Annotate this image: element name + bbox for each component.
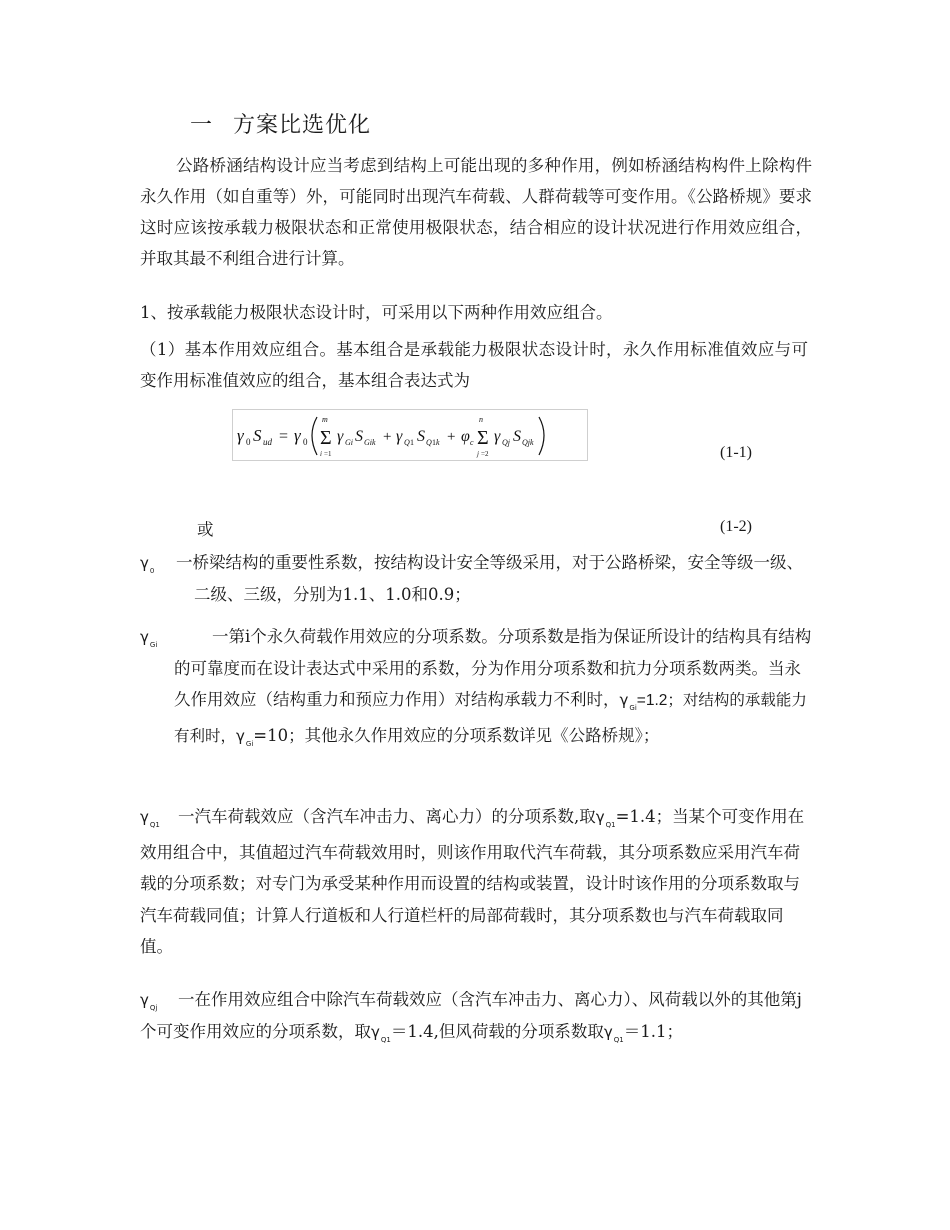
item-1-1: （1）基本作用效应组合。基本组合是承载能力极限状态设计时，永久作用标准值效应与可变作用标准值效应的组合，基本组合表达式为 (140, 340, 808, 390)
definition-text: 一桥梁结构的重要性系数，按结构设计安全等级采用，对于公路桥梁，安全等级一级、二级、三级，分别为1.1、1.0和0.9； (176, 553, 803, 604)
svg-text:γ: γ (396, 428, 403, 445)
svg-text:ud: ud (263, 437, 272, 447)
svg-text:Q: Q (426, 438, 432, 447)
svg-text:S: S (417, 428, 425, 445)
svg-text:S: S (513, 428, 521, 445)
definition-text: 一汽车荷载效应（含汽车冲击力、离心力）的分项系数,取$\gamma_{Q1}=1.4$；当某个可变作用在效用组合中，其值超过汽车荷载效用时，则该作用取代汽车荷载，其分项系数应采用汽车荷载的分项系数；对专门为承受某种作用而设置的结构或装置，设计时该作用的分项系数取与汽车荷载同值；计算人行道板和人行道栏杆的局部荷载时，其分项系数也与汽车荷载取同值。 (140, 807, 805, 956)
svg-text:=1: =1 (324, 450, 332, 458)
svg-text:φ: φ (461, 428, 470, 445)
svg-text:m: m (322, 415, 328, 424)
svg-text:Σ: Σ (477, 427, 489, 449)
definition-gamma-gi: $\gamma_{Gi}$ 一第i个永久荷载作用效应的分项系数。分项系数是指为保证所设计的结构具有结构的可靠度而在设计表达式中采用的系数，分为作用分项系数和抗力分项系数两类。当永久作用效应（结构重力和预应力作用）对结构承载力不利时，$\gamma_{Gi}=1.2$；对结构的承载能力有利时，$\gamma_{Gi}=10$；其他永久作用效应的分项系数详见《公路桥规》； (140, 621, 812, 755)
definition-symbol: $\gamma_0$ (140, 554, 155, 575)
svg-text:S: S (355, 428, 363, 445)
svg-text:γ: γ (294, 426, 301, 445)
section-heading (190, 108, 371, 139)
equation-1-formula (232, 409, 588, 461)
svg-text:S: S (253, 426, 262, 445)
svg-text:γ: γ (494, 428, 501, 445)
svg-text:=: = (279, 428, 289, 445)
definition-gamma-0 (140, 547, 812, 610)
section-title: 方案比选优化 (233, 113, 372, 138)
svg-text:1: 1 (432, 438, 436, 447)
svg-text:Q: Q (404, 438, 410, 447)
svg-text:Gi: Gi (345, 438, 353, 447)
equation-1-label: (1-1) (720, 444, 752, 461)
svg-text:=2: =2 (481, 450, 489, 458)
intro-paragraph: 公路桥涵结构设计应当考虑到结构上可能出现的多种作用，例如桥涵结构构件上除构件永久作用（如自重等）外，可能同时出现汽车荷载、人群荷载等可变作用。《公路桥规》要求这时应该按承载力极限状态和正常使用极限状态，结合相应的设计状况进行作用效应组合，并取其最不利组合进行计算。 (140, 156, 812, 268)
svg-text:+: + (447, 429, 456, 445)
section-number: 一 (190, 113, 214, 138)
svg-text:i: i (320, 450, 322, 458)
svg-text:Qj: Qj (502, 438, 510, 447)
definition-text: 一在作用效应组合中除汽车荷载效应（含汽车冲击力、离心力）、风荷载以外的其他第j个可变作用效应的分项系数，取$\gamma_{Q1}=1.4$,但风荷载的分项系数取$\gamma_{Q1}=1.1$； (140, 990, 802, 1044)
equation-2-or: 或 (197, 520, 214, 539)
svg-text:j: j (477, 450, 479, 458)
svg-text:n: n (479, 415, 483, 424)
svg-text:Σ: Σ (320, 427, 332, 449)
svg-text:Qjk: Qjk (522, 438, 534, 447)
svg-text:γ: γ (237, 426, 244, 445)
svg-text:0: 0 (246, 437, 251, 447)
definition-gamma-qj: $\gamma_{Qj}$ 一在作用效应组合中除汽车荷载效应（含汽车冲击力、离心力）、风荷载以外的其他第j个可变作用效应的分项系数，取$\gamma_{Q1}=1.4$,但风荷载的分项系数取$\gamma_{Q1}=1.1$； (140, 984, 812, 1051)
svg-text:Gik: Gik (364, 438, 376, 447)
svg-text:+: + (383, 429, 392, 445)
item-1: 1、按承载能力极限状态设计时，可采用以下两种作用效应组合。 (140, 303, 613, 322)
definition-text: 一第i个永久荷载作用效应的分项系数。分项系数是指为保证所设计的结构具有结构的可靠度而在设计表达式中采用的系数，分为作用分项系数和抗力分项系数两类。当永久作用效应（结构重力和预应力作用）对结构承载力不利时，$\gamma_{Gi}=1.2$；对结构的承载能力有利时，$\gamma_{Gi}=10$；其他永久作用效应的分项系数详见《公路桥规》； (174, 627, 812, 748)
definition-gamma-q1: $\gamma_{Q1}$ 一汽车荷载效应（含汽车冲击力、离心力）的分项系数,取$\gamma_{Q1}=1.4$；当某个可变作用在效用组合中，其值超过汽车荷载效用时，则该作用取代汽车荷载，其分项系数应采用汽车荷载的分项系数；对专门为承受某种作用而设置的结构或装置，设计时该作用的分项系数取与汽车荷载同值；计算人行道板和人行道栏杆的局部荷载时，其分项系数也与汽车荷载取同值。 (140, 801, 812, 963)
svg-text:1: 1 (410, 438, 414, 447)
svg-text:0: 0 (303, 437, 308, 447)
equation-2-label: (1-2) (720, 518, 752, 535)
svg-text:k: k (436, 438, 440, 447)
svg-text:γ: γ (337, 428, 344, 445)
svg-text:c: c (470, 438, 474, 447)
